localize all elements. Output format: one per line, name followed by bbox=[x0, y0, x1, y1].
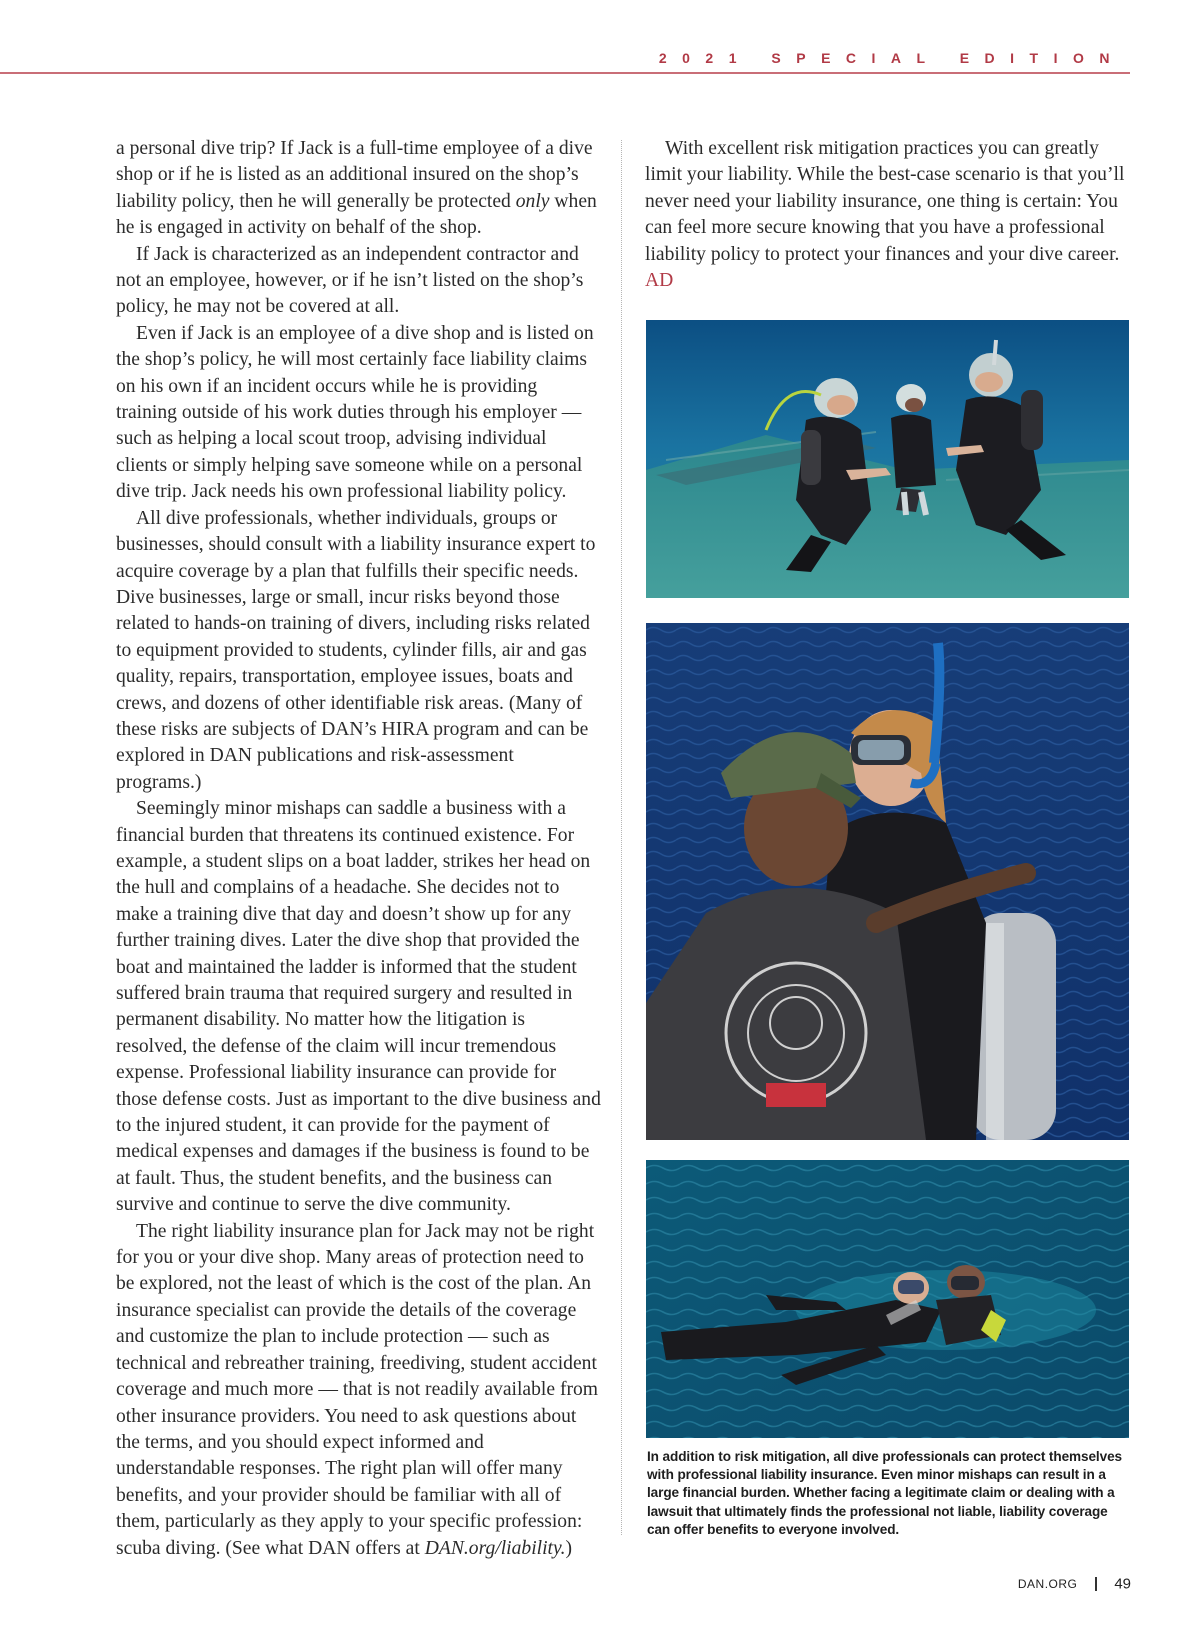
paragraph: With excellent risk mitigation practices you can greatly limit your liability. While the best-case scenario is that you’ll never need your liability insurance, one thing is certain: You can feel more secure knowing that you have a professional liability policy to protect your finances and your dive career. AD bbox=[645, 138, 1125, 292]
emphasis-text: only bbox=[515, 190, 550, 212]
paragraph: Even if Jack is an employee of a dive shop and is listed on the shop’s policy, he will most certainly face liability claims on his own if an incident occurs while he is providing training outside of his work duties through his employer — such as helping a local scout troop, advising individual clients or simply helping save someone while on a personal dive trip. Jack needs his own professional liability policy. bbox=[116, 322, 594, 503]
article-column-right bbox=[645, 136, 1127, 294]
page-number: 49 bbox=[1114, 1575, 1131, 1593]
column-divider bbox=[621, 140, 622, 1535]
author-initials: AD bbox=[645, 270, 674, 292]
liability-link[interactable]: DAN.org/liability. bbox=[424, 1537, 566, 1559]
paragraph: The right liability insurance plan for Jack may not be right for you or your dive shop. Many areas of protection need to be explored, not the least of which is the cost of the plan. An insurance specialist can provide the details of the coverage and customize the plan to include protection — such as technical and rebreather training, freediving, student accident coverage and much more — that is not readily available from other insurance providers. You need to ask questions about the terms, and you should expect informed and understandable responses. The right plan will offer many benefits, and your provider should be familiar with all of them, particularly as they apply to your specific profession: scuba diving. (See what DAN offers at DAN.org/liability.) bbox=[116, 1220, 599, 1559]
article-column-left bbox=[116, 136, 601, 1562]
footer-site-name: DAN.ORG bbox=[1017, 1576, 1078, 1591]
paragraph: a personal dive trip? If Jack is a full-time employee of a dive shop or if he is listed as an additional insured on the shop’s liability policy, then he will generally be protected only when he is engaged in activity on behalf of the shop. bbox=[116, 138, 597, 239]
photo-instructor-and-diver bbox=[646, 623, 1129, 1140]
photo-divers-on-wreck bbox=[646, 320, 1129, 598]
edition-header: 2021 SPECIAL EDITION bbox=[658, 50, 1125, 66]
photo-surface-rescue bbox=[646, 1160, 1129, 1438]
header-rule bbox=[0, 72, 1130, 74]
footer-separator bbox=[1095, 1577, 1097, 1591]
page-footer bbox=[1018, 1575, 1131, 1593]
photo-caption: In addition to risk mitigation, all dive professionals can protect themselves with professional liability insurance. Even minor mishaps can result in a large financial burden. Whether facing a legitimate claim or dealing with a lawsuit that ultimately finds the professional not liable, liability coverage can offer benefits to everyone involved. bbox=[647, 1449, 1122, 1537]
paragraph: If Jack is characterized as an independent contractor and not an employee, however, or if he isn’t listed on the shop’s policy, he may not be covered at all. bbox=[116, 243, 584, 318]
paragraph: All dive professionals, whether individuals, groups or businesses, should consult with a liability insurance expert to acquire coverage by a plan that fulfills their specific needs. Dive businesses, large or small, incur risks beyond those related to hands-on training of divers, including risks related to equipment provided to students, cylinder fills, air and gas quality, repairs, transportation, employee issues, boats and crews, and dozens of other identifiable risk areas. (Many of these risks are subjects of DAN’s HIRA program and can be explored in DAN publications and risk-assessment programs.) bbox=[116, 507, 596, 793]
paragraph: Seemingly minor mishaps can saddle a business with a financial burden that threatens its continued existence. For example, a student slips on a boat ladder, strikes her head on the hull and complains of a headache. She decides not to make a training dive that day and doesn’t show up for any further training dives. Later the dive shop that provided the boat and maintained the ladder is informed that the student suffered brain trauma that required surgery and resulted in permanent disability. No matter how the litigation is resolved, the defense of the claim will incur tremendous expense. Professional liability insurance can provide for those defense costs. Just as important to the dive business and to the injured student, it can provide for the payment of medical expenses and damages if the business is found to be at fault. Thus, the student benefits, and the business can survive and continue to serve the dive community. bbox=[116, 798, 601, 1216]
